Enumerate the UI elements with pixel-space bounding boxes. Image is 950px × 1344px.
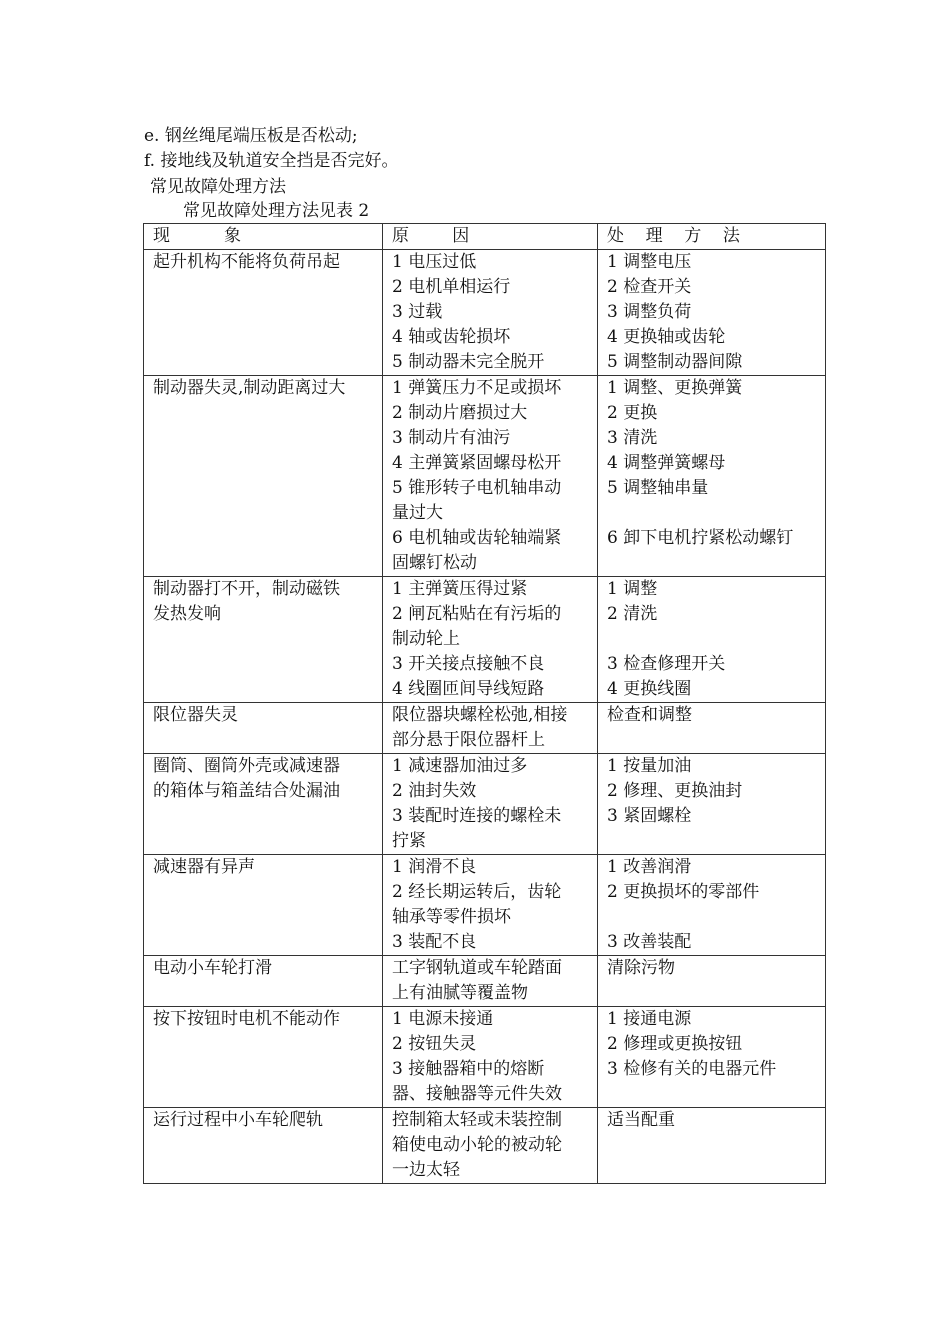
method-line: 2 清洗 (607, 604, 658, 624)
cause-line: 1 润滑不良 (392, 857, 477, 877)
method-line: 5 调整轴串量 (607, 478, 709, 498)
cause-line: 1 电源未接通 (392, 1009, 494, 1029)
method-line: 1 按量加油 (607, 756, 692, 776)
phenomenon-cell (144, 855, 383, 956)
method-line (607, 905, 816, 930)
phenomenon-cell (144, 250, 383, 376)
cause-line: 1 电压过低 (392, 252, 477, 272)
cause-line: 一边太轻 (392, 1160, 460, 1180)
cause-line: 量过大 (392, 503, 443, 523)
cause-line: 3 接触器箱中的熔断 (392, 1059, 545, 1079)
cause-line: 1 弹簧压力不足或损坏 (392, 378, 562, 398)
cause-line: 上有油腻等覆盖物 (392, 983, 528, 1003)
cause-line: 部分悬于限位器杆上 (392, 730, 545, 750)
phenomenon-cell (144, 1007, 383, 1108)
method-cell (598, 577, 826, 703)
method-line: 清除污物 (607, 958, 675, 978)
phenomenon-cell (144, 754, 383, 855)
phenomenon-line: 限位器失灵 (153, 705, 238, 725)
cause-line: 限位器块螺栓松弛,相接 (392, 705, 568, 725)
cause-line: 工字钢轨道或车轮踏面 (392, 958, 562, 978)
method-line: 1 调整电压 (607, 252, 692, 272)
cause-line: 5 锥形转子电机轴串动 (392, 478, 562, 498)
phenomenon-line: 运行过程中小车轮爬轨 (153, 1110, 323, 1130)
cause-cell (383, 1108, 598, 1184)
cause-line: 2 电机单相运行 (392, 277, 511, 297)
cause-cell (383, 703, 598, 754)
inspection-item-f: f. 接地线及轨道安全挡是否完好。 (144, 151, 399, 171)
header-method: 处 理 方 法 (598, 224, 826, 250)
phenomenon-line: 发热发响 (153, 604, 221, 624)
method-line: 6 卸下电机拧紧松动螺钉 (607, 528, 794, 548)
method-line: 4 更换轴或齿轮 (607, 327, 726, 347)
method-line: 1 接通电源 (607, 1009, 692, 1029)
cause-line: 3 过载 (392, 302, 443, 322)
cause-line: 控制箱太轻或未装控制 (392, 1110, 562, 1130)
cause-cell (383, 577, 598, 703)
method-line: 3 紧固螺栓 (607, 806, 692, 826)
fault-table (143, 223, 826, 1184)
cause-line: 2 制动片磨损过大 (392, 403, 528, 423)
phenomenon-cell (144, 376, 383, 577)
cause-cell (383, 754, 598, 855)
method-line: 5 调整制动器间隙 (607, 352, 743, 372)
phenomenon-cell (144, 956, 383, 1007)
method-line: 1 调整 (607, 579, 658, 599)
table-row (144, 703, 826, 754)
method-line: 4 更换线圈 (607, 679, 692, 699)
cause-line: 固螺钉松动 (392, 553, 477, 573)
table-caption: 常见故障处理方法见表 2 (183, 201, 370, 221)
method-cell (598, 1108, 826, 1184)
phenomenon-line: 的箱体与箱盖结合处漏油 (153, 781, 340, 801)
cause-cell (383, 855, 598, 956)
method-line (607, 501, 816, 526)
cause-line: 6 电机轴或齿轮轴端紧 (392, 528, 562, 548)
method-cell (598, 855, 826, 956)
method-line: 3 检修有关的电器元件 (607, 1059, 777, 1079)
cause-line: 5 制动器未完全脱开 (392, 352, 545, 372)
table-row (144, 855, 826, 956)
inspection-item-e: e. 钢丝绳尾端压板是否松动; (144, 126, 358, 146)
phenomenon-line: 电动小车轮打滑 (153, 958, 272, 978)
method-line: 4 调整弹簧螺母 (607, 453, 726, 473)
cause-line: 4 线圈匝间导线短路 (392, 679, 545, 699)
cause-line: 2 油封失效 (392, 781, 477, 801)
cause-line: 3 装配时连接的螺栓未 (392, 806, 562, 826)
table-row (144, 1108, 826, 1184)
method-line: 检查和调整 (607, 705, 692, 725)
cause-line: 器、接触器等元件失效 (392, 1084, 562, 1104)
method-cell (598, 1007, 826, 1108)
method-line: 适当配重 (607, 1110, 675, 1130)
method-cell (598, 250, 826, 376)
section-heading: 常见故障处理方法 (150, 177, 286, 197)
cause-cell (383, 1007, 598, 1108)
phenomenon-line: 制动器失灵,制动距离过大 (153, 378, 346, 398)
method-line: 3 检查修理开关 (607, 654, 726, 674)
table-row (144, 577, 826, 703)
cause-line: 2 按钮失灵 (392, 1034, 477, 1054)
method-cell (598, 703, 826, 754)
cause-line: 轴承等零件损坏 (392, 907, 511, 927)
phenomenon-cell (144, 703, 383, 754)
cause-line: 2 经长期运转后，齿轮 (392, 882, 562, 902)
method-line: 2 检查开关 (607, 277, 692, 297)
cause-line: 4 主弹簧紧固螺母松开 (392, 453, 562, 473)
phenomenon-line: 按下按钮时电机不能动作 (153, 1009, 340, 1029)
cause-line: 1 主弹簧压得过紧 (392, 579, 528, 599)
method-line: 2 修理、更换油封 (607, 781, 743, 801)
method-line: 1 改善润滑 (607, 857, 692, 877)
table-header-row (144, 224, 826, 250)
method-cell (598, 956, 826, 1007)
table-row (144, 1007, 826, 1108)
cause-cell (383, 376, 598, 577)
cause-line: 制动轮上 (392, 629, 460, 649)
table-row (144, 754, 826, 855)
method-line: 1 调整、更换弹簧 (607, 378, 743, 398)
cause-cell (383, 250, 598, 376)
cause-line: 箱使电动小轮的被动轮 (392, 1135, 562, 1155)
header-phenomenon: 现 象 (144, 224, 383, 250)
method-line: 3 调整负荷 (607, 302, 692, 322)
method-line (607, 627, 816, 652)
cause-line: 1 减速器加油过多 (392, 756, 528, 776)
method-line: 2 更换损坏的零部件 (607, 882, 760, 902)
method-line: 2 修理或更换按钮 (607, 1034, 743, 1054)
phenomenon-line: 制动器打不开，制动磁铁 (153, 579, 340, 599)
cause-line: 3 制动片有油污 (392, 428, 511, 448)
cause-line: 3 装配不良 (392, 932, 477, 952)
method-cell (598, 376, 826, 577)
table-row (144, 376, 826, 577)
table-row (144, 250, 826, 376)
table-row (144, 956, 826, 1007)
method-line: 3 清洗 (607, 428, 658, 448)
cause-line: 3 开关接点接触不良 (392, 654, 545, 674)
method-line: 3 改善装配 (607, 932, 692, 952)
phenomenon-cell (144, 577, 383, 703)
phenomenon-line: 减速器有异声 (153, 857, 255, 877)
phenomenon-line: 圈筒、圈筒外壳或减速器 (153, 756, 340, 776)
phenomenon-line: 起升机构不能将负荷吊起 (153, 252, 340, 272)
method-line: 2 更换 (607, 403, 658, 423)
cause-line: 4 轴或齿轮损坏 (392, 327, 511, 347)
header-cause: 原 因 (383, 224, 598, 250)
method-cell (598, 754, 826, 855)
phenomenon-cell (144, 1108, 383, 1184)
cause-line: 2 闸瓦粘贴在有污垢的 (392, 604, 562, 624)
cause-cell (383, 956, 598, 1007)
cause-line: 拧紧 (392, 831, 426, 851)
